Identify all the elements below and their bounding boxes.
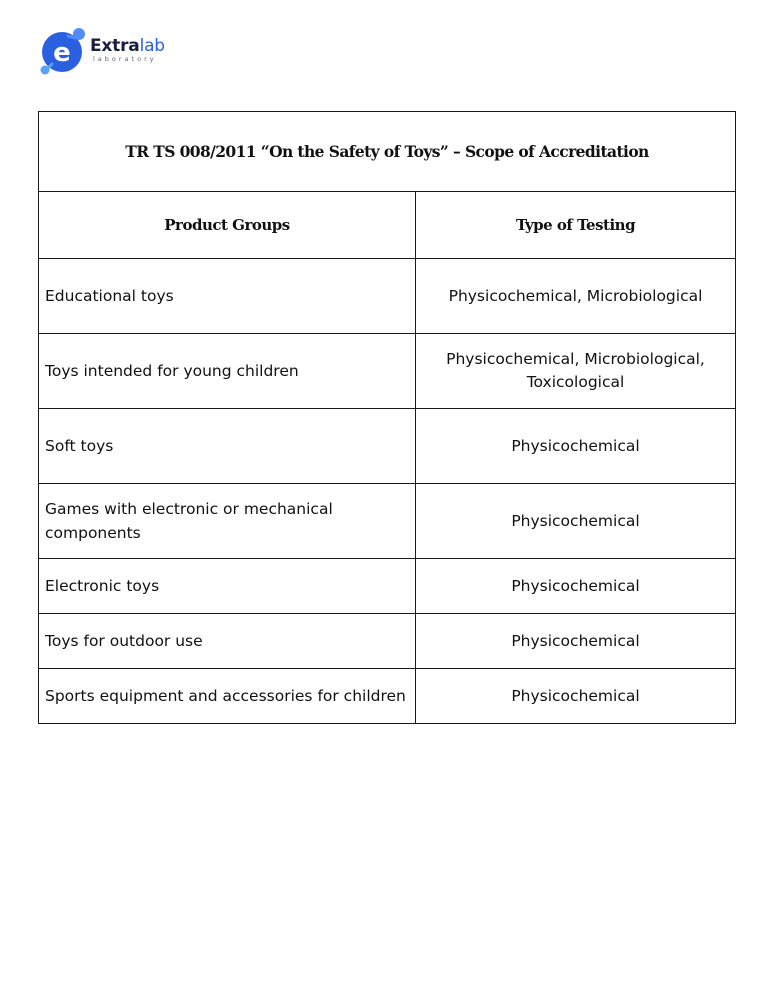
product-group-cell: Educational toys xyxy=(39,259,416,334)
extralab-logo-icon xyxy=(38,24,88,78)
accreditation-scope-table xyxy=(38,111,736,724)
table-title-row xyxy=(39,112,736,192)
logo-wordmark-extra: Extra xyxy=(90,36,140,56)
product-group-cell: Electronic toys xyxy=(39,559,416,614)
logo-wordmark xyxy=(90,37,165,55)
table-row xyxy=(39,614,736,669)
table-row xyxy=(39,669,736,724)
table-header-row xyxy=(39,192,736,259)
table-row xyxy=(39,559,736,614)
table-title: TR TS 008/2011 “On the Safety of Toys” – Scope of Accreditation xyxy=(39,112,736,192)
testing-type-cell: Physicochemical xyxy=(416,614,736,669)
testing-type-cell: Physicochemical xyxy=(416,669,736,724)
logo-subtitle: laboratory xyxy=(93,55,157,63)
product-group-cell: Toys intended for young children xyxy=(39,334,416,409)
testing-type-cell: Physicochemical xyxy=(416,559,736,614)
table-row xyxy=(39,409,736,484)
table-row xyxy=(39,484,736,559)
column-header-type-of-testing: Type of Testing xyxy=(416,192,736,259)
testing-type-cell: Physicochemical xyxy=(416,409,736,484)
column-header-product-groups: Product Groups xyxy=(39,192,416,259)
company-logo xyxy=(38,24,165,78)
product-group-cell: Games with electronic or mechanical components xyxy=(39,484,416,559)
table-row xyxy=(39,259,736,334)
product-group-cell: Toys for outdoor use xyxy=(39,614,416,669)
product-group-cell: Soft toys xyxy=(39,409,416,484)
testing-type-cell: Physicochemical, Microbiological, Toxicological xyxy=(416,334,736,409)
testing-type-cell: Physicochemical xyxy=(416,484,736,559)
table-row xyxy=(39,334,736,409)
svg-text:e: e xyxy=(53,38,71,68)
testing-type-cell: Physicochemical, Microbiological xyxy=(416,259,736,334)
logo-wordmark-lab: lab xyxy=(139,36,165,56)
product-group-cell: Sports equipment and accessories for children xyxy=(39,669,416,724)
